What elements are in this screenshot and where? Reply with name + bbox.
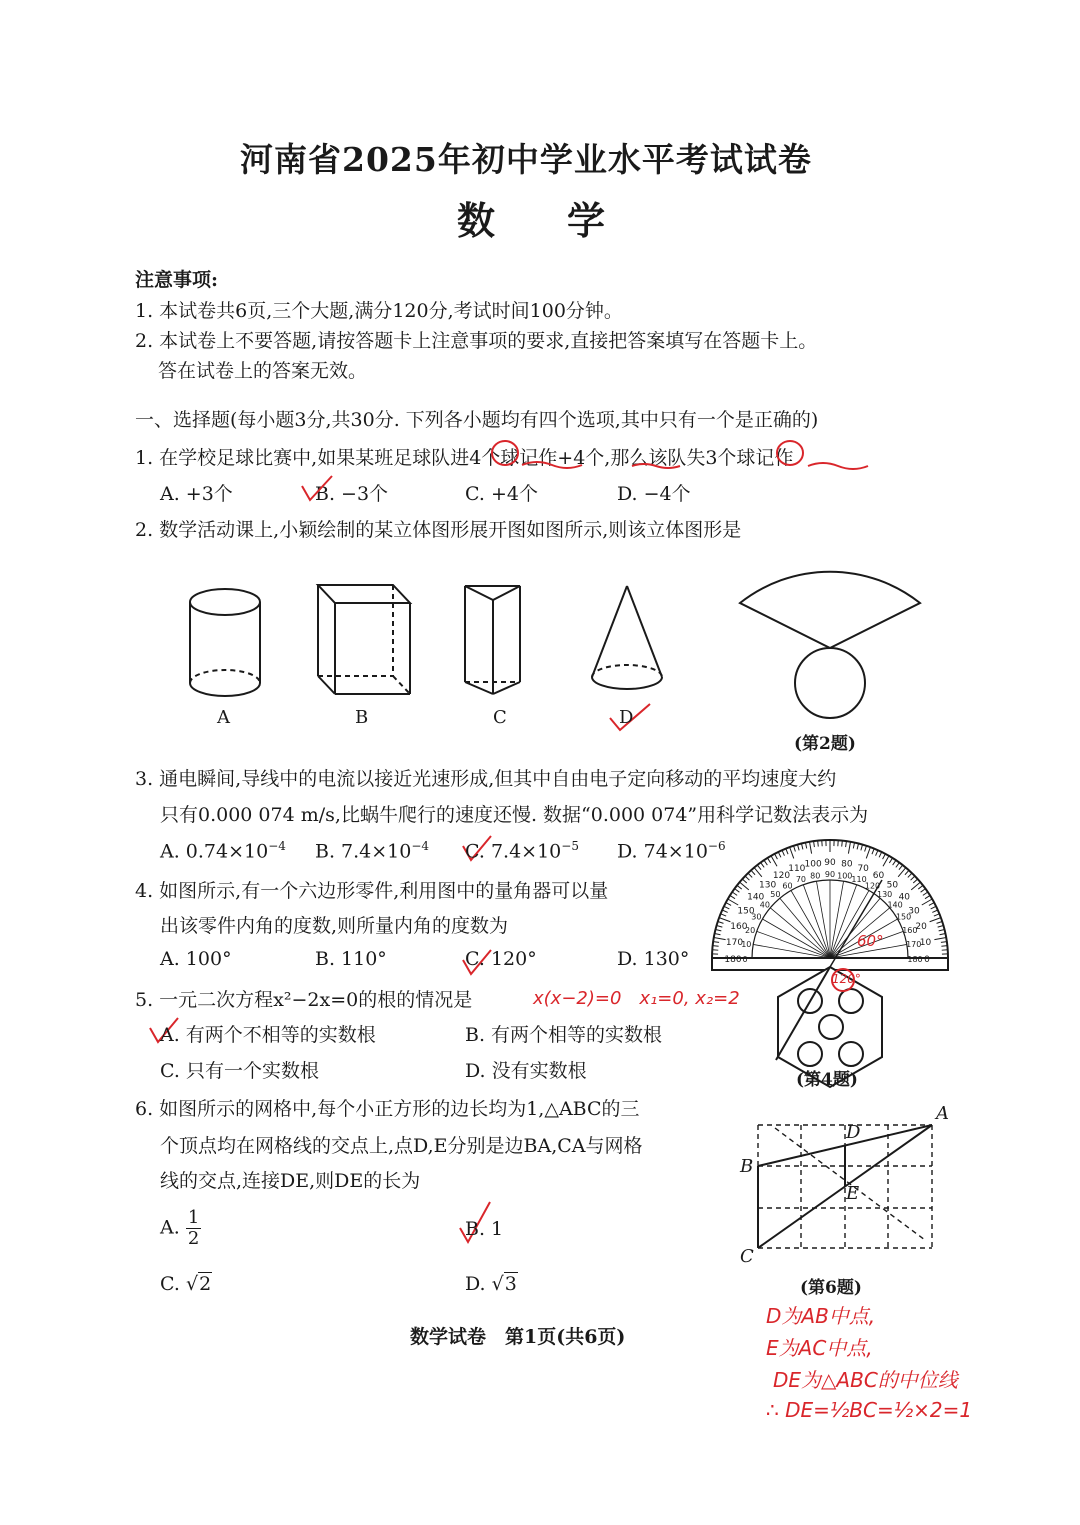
protractor-tick	[732, 892, 737, 895]
point-d-label: D	[846, 1122, 861, 1143]
protractor-inner-label: 0	[742, 955, 748, 964]
protractor-tick	[905, 870, 909, 874]
protractor-tick	[925, 895, 930, 898]
protractor-inner-label: 110	[851, 875, 867, 885]
protractor-tick	[786, 849, 788, 855]
q3-option-d: D. $74\times 10^{-6}$	[617, 839, 726, 863]
protractor-inner-label: 180	[907, 955, 923, 964]
point-a-label: A	[936, 1103, 949, 1124]
point-c-label: C	[740, 1246, 754, 1267]
protractor-tick	[929, 903, 934, 906]
protractor-tick	[722, 910, 727, 912]
protractor-inner-label: 20	[745, 925, 756, 935]
q3-line-1: 3. 通电瞬间,导线中的电流以接近光速形成,但其中自由电子定向移动的平均速度大约	[135, 768, 837, 790]
protractor-tick	[730, 895, 735, 898]
protractor-tick	[911, 876, 915, 880]
protractor-tick	[742, 879, 746, 883]
note-q4-angle-2: 120°	[832, 972, 861, 986]
protractor-tick	[932, 910, 937, 912]
q3-option-c: C. $7.4\times 10^{-5}$	[465, 839, 579, 863]
q1-option-c: C. +4个	[465, 483, 538, 505]
protractor-tick	[717, 925, 723, 927]
protractor-tick	[726, 903, 731, 906]
note-q6-line-1: D为AB中点,	[766, 1304, 876, 1328]
hexagon-part-figure	[776, 880, 882, 1087]
note-q4-angle: 60°	[857, 932, 884, 950]
protractor-tick	[748, 873, 752, 877]
cylinder-figure	[190, 589, 260, 696]
protractor-tick	[775, 854, 778, 859]
q6-option-d: D. √3	[465, 1273, 517, 1295]
protractor-tick	[941, 946, 947, 947]
protractor-inner-label: 120	[864, 881, 881, 891]
protractor-inner-label: 70	[795, 875, 807, 885]
protractor-inner-label: 160	[902, 925, 918, 935]
notes-item-2: 2. 本试卷上不要答题,请按答题卡上注意事项的要求,直接把答案填写在答题卡上。	[135, 330, 818, 352]
q4-option-c: C. 120°	[465, 948, 537, 970]
protractor-tick	[866, 847, 870, 858]
protractor-outer-label: 130	[759, 880, 777, 891]
protractor-tick	[879, 852, 882, 857]
q2-label-a: A	[217, 707, 230, 728]
notes-item-1: 1. 本试卷共6页,三个大题,满分120分,考试时间100分钟。	[135, 300, 623, 322]
protractor-outer-label: 10	[919, 938, 932, 949]
q5-option-c: C. 只有一个实数根	[160, 1060, 319, 1082]
q4-line-1: 4. 如图所示,有一个六边形零件,利用图中的量角器可以量	[135, 880, 609, 902]
protractor-tick	[908, 873, 912, 877]
section-heading: 一、选择题(每小题3分,共30分. 下列各小题均有四个选项,其中只有一个是正确的)	[135, 409, 819, 431]
q5-option-b: B. 有两个相等的实数根	[465, 1024, 663, 1046]
protractor-inner-label: 10	[741, 940, 752, 950]
notes-item-2-cont: 答在试卷上的答案无效。	[158, 360, 368, 382]
q4-option-d: D. 130°	[617, 948, 690, 970]
protractor-outer-label: 30	[908, 906, 920, 917]
protractor-tick	[714, 938, 726, 940]
protractor-tick	[934, 914, 940, 916]
q6-line-2: 个顶点均在网格线的交点上,点D,E分别是边BA,CA与网格	[160, 1135, 643, 1157]
q1-stem: 1. 在学校足球比赛中,如果某班足球队进4个球记作+4个,那么该队失3个球记作	[135, 447, 794, 469]
q5-option-a: A. 有两个不相等的实数根	[160, 1024, 376, 1046]
q4-option-a: A. 100°	[160, 948, 232, 970]
protractor-tick	[923, 892, 928, 895]
protractor-outer-label: 0	[924, 955, 930, 965]
protractor-tick	[721, 914, 727, 916]
point-e-label: E	[846, 1183, 860, 1204]
q2-label-c: C	[493, 707, 507, 728]
protractor-outer-label: 40	[898, 892, 911, 903]
note-q6-line-4: ∴ DE=½BC=½×2=1	[766, 1398, 973, 1422]
protractor-tick	[940, 933, 946, 934]
protractor-tick	[782, 850, 784, 855]
protractor-tick	[937, 922, 943, 924]
protractor-tick	[861, 845, 863, 851]
protractor-outer-label: 140	[747, 892, 765, 903]
protractor-outer-label: 150	[737, 906, 755, 917]
note-q6-line-2: E为AC中点,	[766, 1336, 873, 1360]
protractor-outer-label: 100	[804, 859, 822, 870]
q3-option-a: A. $0.74\times 10^{-4}$	[160, 839, 286, 863]
q2-label-b: B	[355, 707, 369, 728]
protractor-outer-label: 90	[824, 858, 836, 868]
prism-figure	[318, 585, 410, 694]
protractor-tick	[797, 845, 799, 851]
protractor-tick	[921, 889, 926, 893]
q4-line-2: 出该零件内角的度数,则所量内角的度数为	[160, 915, 509, 937]
protractor-outer-label: 20	[915, 921, 927, 932]
protractor-tick	[735, 889, 740, 893]
protractor-outer-label: 180	[724, 955, 742, 965]
protractor-tick	[713, 946, 719, 947]
protractor-outer-label: 50	[886, 880, 899, 891]
triangular-prism-figure	[465, 586, 520, 694]
notes-heading: 注意事项:	[135, 269, 219, 291]
protractor-inner-label: 50	[770, 889, 781, 899]
q2-label-d: D	[619, 707, 634, 728]
protractor-tick	[865, 846, 867, 852]
protractor-tick	[857, 844, 858, 850]
q5-option-d: D. 没有实数根	[465, 1060, 587, 1082]
protractor-tick	[938, 925, 944, 927]
protractor-tick	[751, 870, 755, 874]
q3-option-b: B. $7.4\times 10^{-4}$	[315, 839, 430, 863]
protractor-tick	[724, 906, 729, 909]
protractor-tick	[716, 929, 722, 930]
protractor-outer-label: 160	[730, 921, 748, 932]
q5-stem: 5. 一元二次方程x²−2x=0的根的情况是	[135, 989, 473, 1011]
protractor-inner-label: 150	[895, 912, 912, 922]
q3-line-2: 只有0.000 074 m/s,比蜗牛爬行的速度还慢. 数据“0.000 074”用科学记数法表示为	[160, 804, 869, 826]
protractor-tick	[853, 843, 854, 849]
protractor-tick	[745, 876, 749, 880]
grid-figure	[758, 1125, 932, 1248]
note-q5-work: x(x−2)=0 x₁=0, x₂=2	[533, 988, 740, 1009]
protractor-inner-label: 100	[837, 871, 853, 881]
protractor-tick	[842, 841, 843, 847]
protractor-tick	[883, 854, 886, 859]
q2-caption: (第2题)	[794, 734, 856, 754]
protractor-tick	[848, 842, 850, 854]
exam-title: 河南省2025年初中学业水平考试试卷	[240, 140, 812, 179]
protractor-inner-label: 30	[751, 912, 762, 922]
protractor-tick	[889, 858, 892, 863]
cone-net-figure	[740, 572, 920, 718]
protractor-tick	[810, 842, 812, 854]
protractor-tick	[794, 846, 796, 852]
protractor-tick	[805, 843, 806, 849]
cone-figure	[592, 586, 662, 689]
protractor-tick	[790, 847, 794, 858]
q6-line-1: 6. 如图所示的网格中,每个小正方形的边长均为1,△ABC的三	[135, 1098, 640, 1120]
protractor-outer-label: 60	[872, 870, 885, 881]
q6-option-b: B. 1	[465, 1218, 504, 1240]
subject-title: 数学	[457, 198, 678, 243]
protractor-outer-label: 70	[857, 863, 869, 874]
protractor-inner-label: 40	[759, 900, 770, 910]
protractor-tick	[918, 885, 923, 889]
q2-stem: 2. 数学活动课上,小颖绘制的某立体图形展开图如图所示,则该立体图形是	[135, 519, 742, 541]
point-b-label: B	[740, 1156, 754, 1177]
protractor-tick	[931, 906, 936, 909]
q4-option-b: B. 110°	[315, 948, 387, 970]
q6-option-c: C. √2	[160, 1273, 212, 1295]
protractor-outer-label: 120	[772, 870, 791, 881]
protractor-inner-label: 130	[876, 889, 893, 899]
page-footer: 数学试卷 第1页(共6页)	[410, 1326, 626, 1348]
protractor-tick	[934, 938, 946, 940]
protractor-tick	[764, 860, 767, 865]
protractor-figure	[712, 840, 948, 970]
protractor-tick	[757, 865, 761, 870]
protractor-tick	[761, 863, 765, 868]
q6-caption: (第6题)	[800, 1278, 862, 1298]
protractor-tick	[778, 852, 781, 857]
protractor-tick	[872, 849, 874, 855]
note-q6-line-3: DE为△ABC的中位线	[773, 1368, 958, 1392]
protractor-inner-label: 60	[782, 881, 793, 891]
protractor-tick	[767, 858, 770, 863]
protractor-inner-label: 170	[906, 940, 922, 950]
q4-caption: (第4题)	[796, 1070, 858, 1090]
protractor-outer-label: 80	[841, 859, 853, 870]
protractor-tick	[715, 933, 721, 934]
protractor-inner-label: 90	[824, 870, 836, 879]
protractor-outer-label: 110	[788, 863, 806, 874]
protractor-tick	[899, 865, 903, 870]
protractor-tick	[718, 922, 724, 924]
q1-option-b: B. −3个	[315, 483, 389, 505]
q1-option-a: A. +3个	[160, 483, 233, 505]
protractor-tick	[896, 863, 900, 868]
protractor-tick	[737, 885, 742, 889]
protractor-tick	[876, 850, 878, 855]
protractor-tick	[719, 918, 730, 922]
protractor-tick	[801, 844, 802, 850]
protractor-tick	[818, 841, 819, 847]
protractor-tick	[930, 918, 941, 922]
protractor-tick	[913, 879, 917, 883]
protractor-inner-label: 140	[887, 900, 903, 910]
protractor-tick	[939, 929, 945, 930]
q6-line-3: 线的交点,连接DE,则DE的长为	[160, 1170, 421, 1192]
protractor-tick	[893, 860, 896, 865]
q6-option-a: A. $\frac{1}{2}$	[160, 1207, 200, 1249]
protractor-inner-label: 80	[810, 871, 821, 881]
protractor-outer-label: 170	[725, 938, 744, 949]
q1-option-d: D. −4个	[617, 483, 691, 505]
